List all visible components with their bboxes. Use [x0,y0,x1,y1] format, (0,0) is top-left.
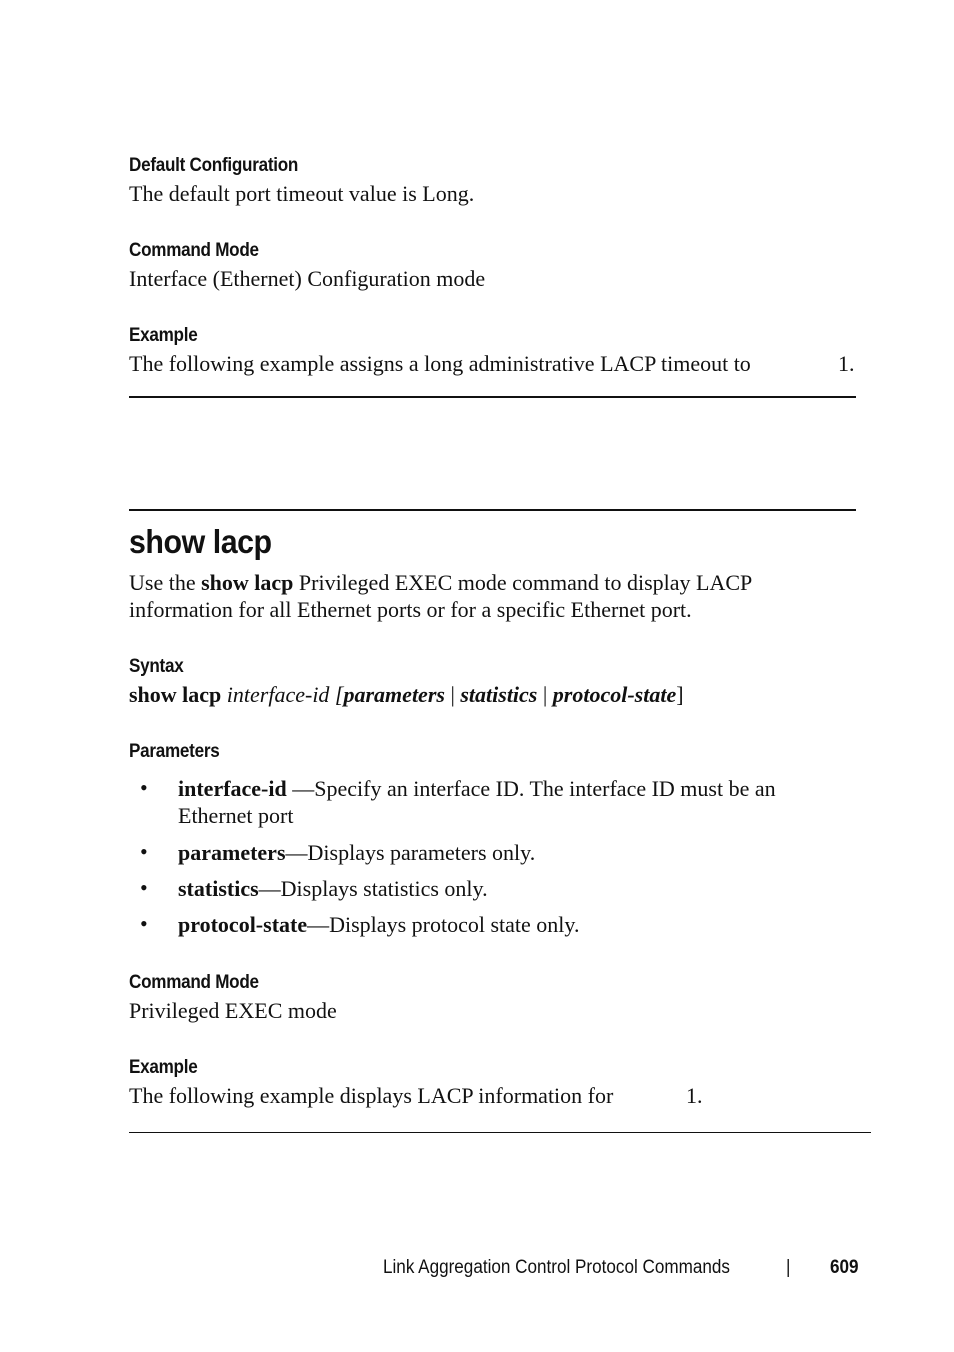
syntax-param-protocol-state: protocol-state [552,682,677,707]
parameters-heading: Parameters [129,741,220,762]
command-mode-text: Privileged EXEC mode [129,998,337,1023]
command-mode-heading: Command Mode [129,240,259,261]
bullet: • [140,775,148,800]
param-desc: —Specify an interface ID. The interface ID must be an [286,776,776,801]
syntax-close: ] [676,682,684,707]
param-item-parameters [178,839,535,866]
default-configuration-text: The default port timeout value is Long. [129,181,475,206]
syntax-line [129,681,684,708]
param-item-protocol-state [178,911,579,938]
default-configuration-heading: Default Configuration [129,155,299,176]
syntax-param-parameters: parameters [343,682,445,707]
param-term: parameters [178,840,286,865]
content-end-rule [129,1132,871,1133]
syntax-command: show lacp [129,682,222,707]
example-tail: 1. [686,1083,703,1108]
intro-prefix: Use the [129,570,202,595]
command-mode-text: Interface (Ethernet) Configuration mode [129,266,486,291]
syntax-arg: interface-id [ [221,682,344,707]
intro-line-1 [129,569,752,596]
example-tail: 1. [838,351,855,376]
intro-line-2: information for all Ethernet ports or for a specific Ethernet port. [129,597,692,622]
footer-page-number: 609 [830,1257,859,1278]
example-heading: Example [129,1057,198,1078]
param-desc: —Displays protocol state only. [307,912,580,937]
param-desc-continued: Ethernet port [178,803,294,828]
example-text: The following example displays LACP information for [129,1083,614,1108]
param-desc: —Displays parameters only. [285,840,536,865]
syntax-separator: | [537,682,553,707]
intro-command: show lacp [201,570,294,595]
syntax-separator: | [444,682,461,707]
example-text: The following example assigns a long administrative LACP timeout to [129,351,751,376]
footer-chapter-title: Link Aggregation Control Protocol Commands [383,1257,730,1278]
footer-separator: | [786,1257,791,1278]
param-term: interface-id [178,776,287,801]
bullet: • [140,839,148,864]
bullet: • [140,911,148,936]
param-term: protocol-state [178,912,308,937]
section-title: show lacp [129,523,272,560]
example-heading: Example [129,325,198,346]
bullet: • [140,875,148,900]
param-item-statistics [178,875,488,902]
param-term: statistics [178,876,259,901]
intro-suffix: Privileged EXEC mode command to display LACP [293,570,753,595]
syntax-param-statistics: statistics [460,682,538,707]
syntax-heading: Syntax [129,656,184,677]
param-desc: —Displays statistics only. [258,876,488,901]
section-end-rule [129,396,856,398]
command-mode-heading: Command Mode [129,972,259,993]
param-item-interface-id [178,775,776,802]
section-title-rule [129,509,856,511]
